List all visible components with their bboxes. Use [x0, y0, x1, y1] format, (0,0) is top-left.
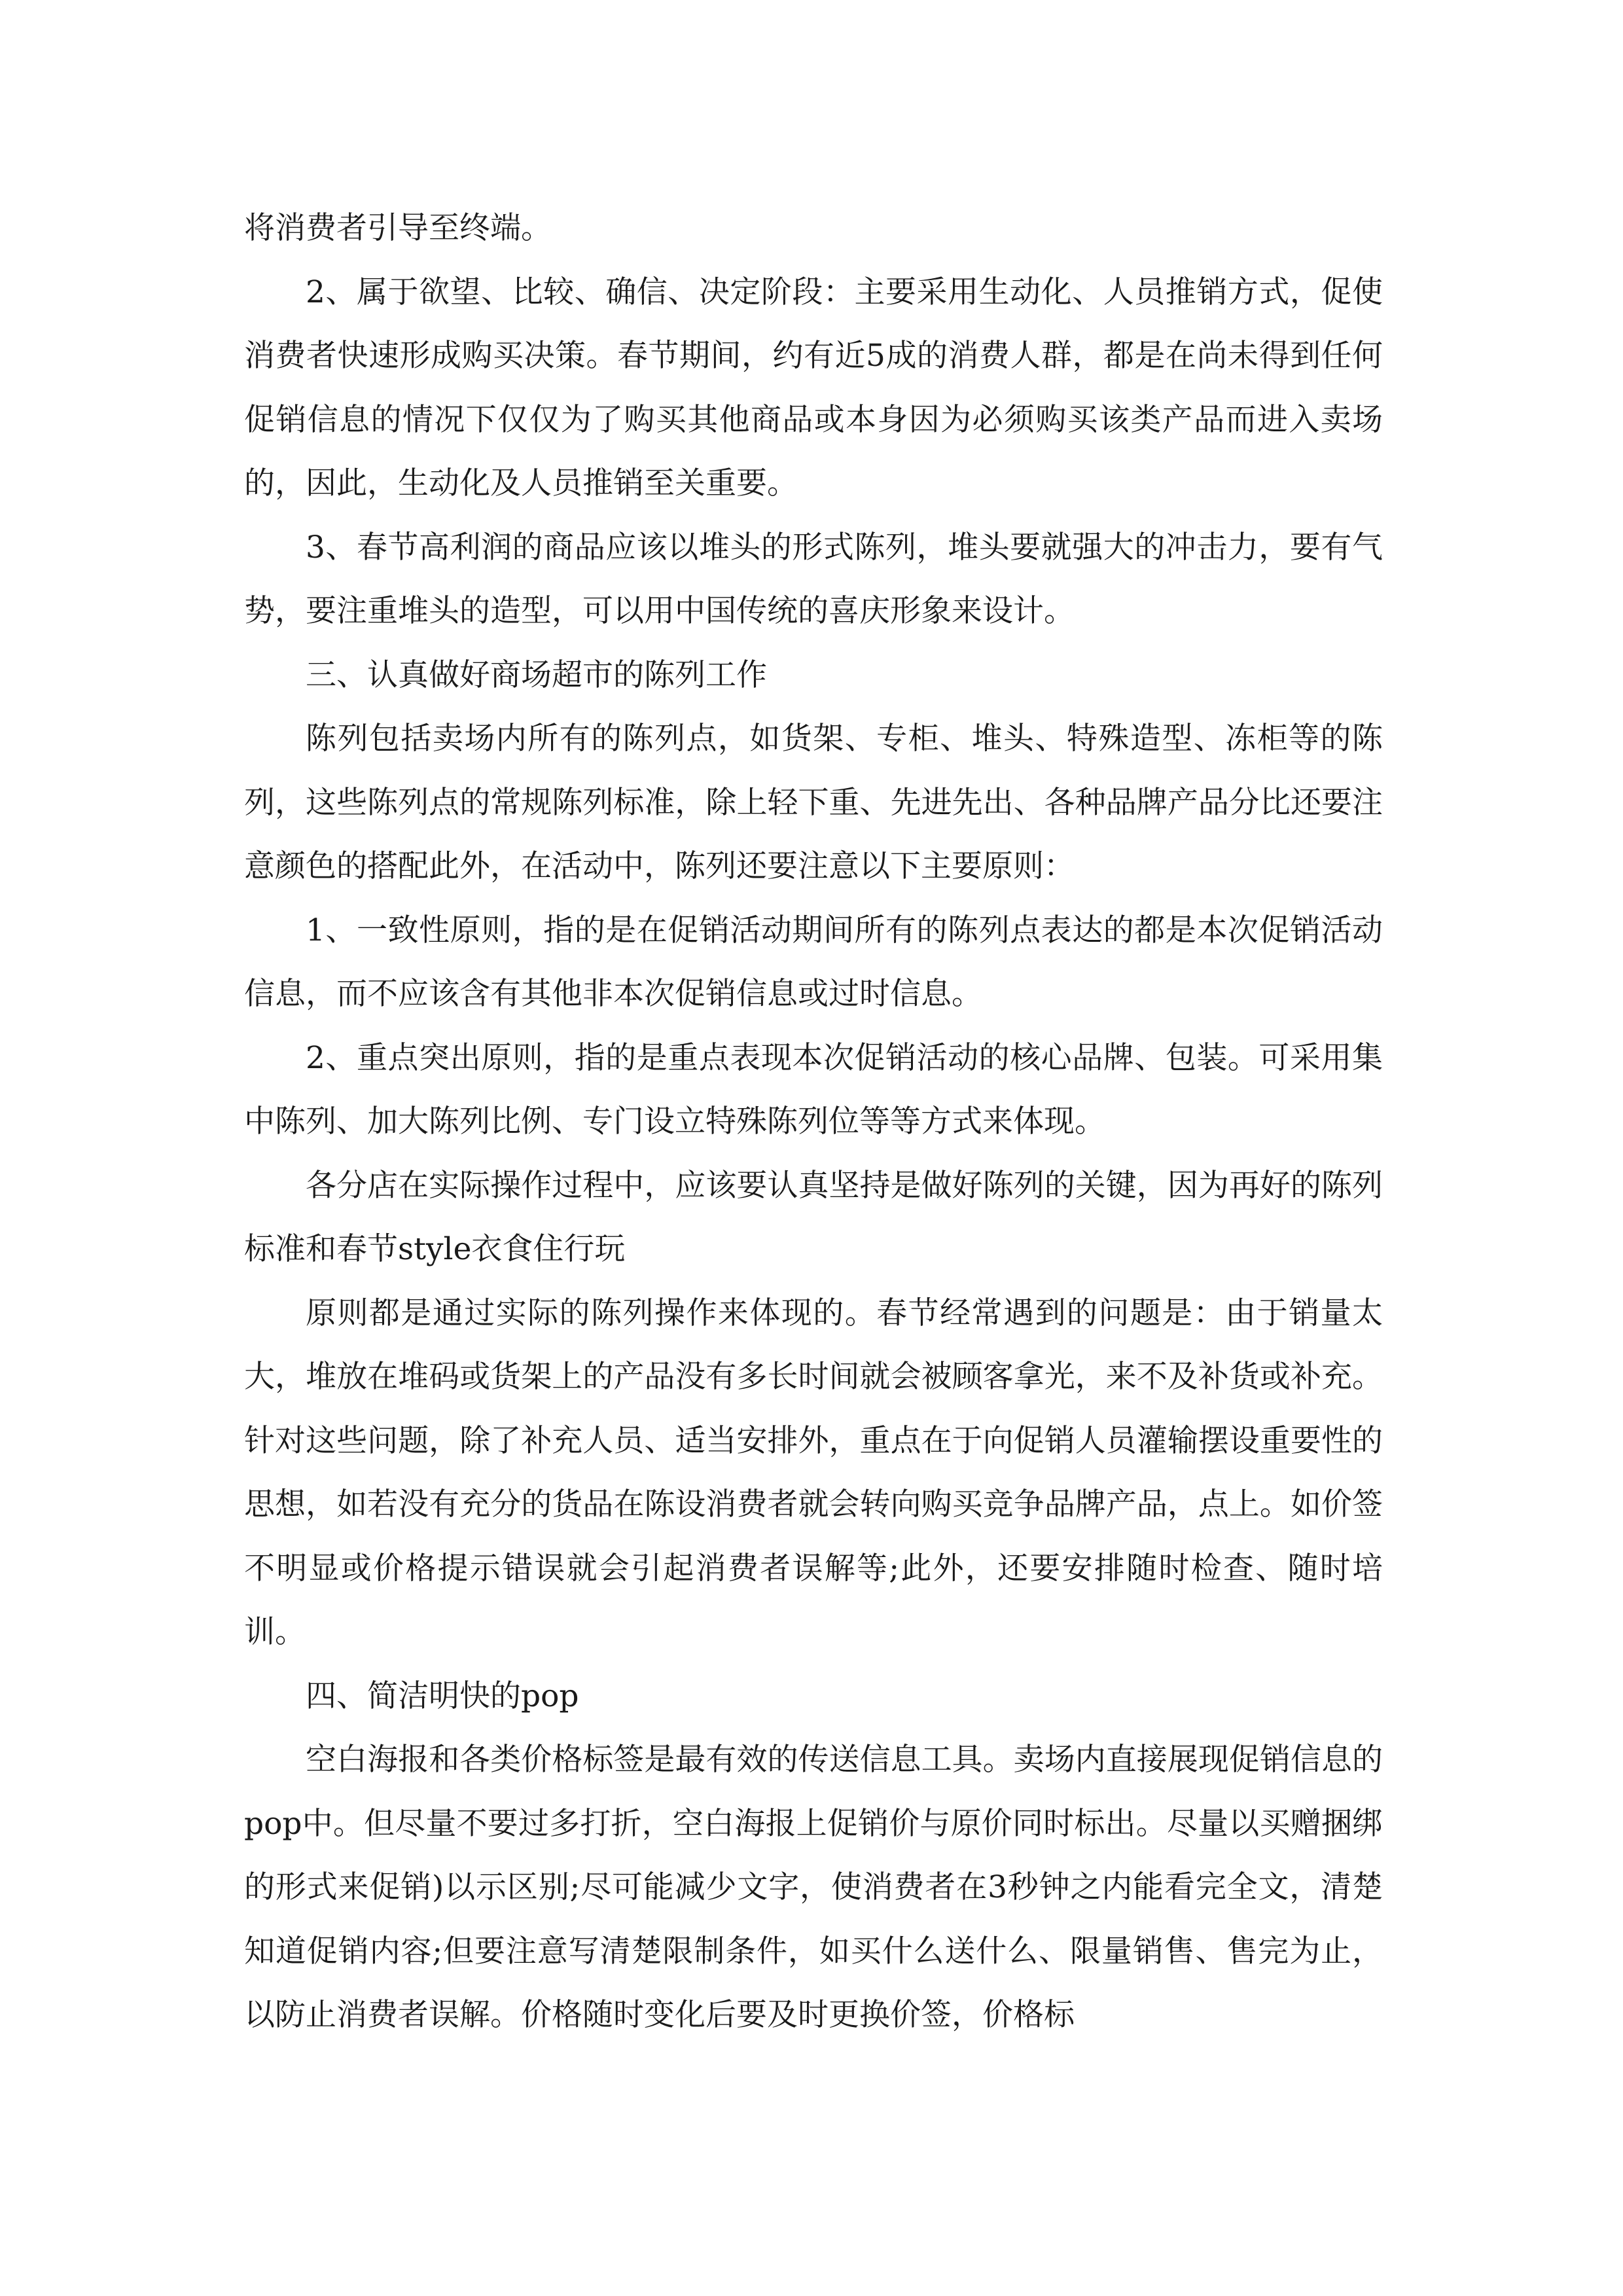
paragraph-item-3-high-profit-display: 3、春节高利润的商品应该以堆头的形式陈列，堆头要就强大的冲击力，要有气势，要注重堆头的造型，可以用中国传统的喜庆形象来设计。	[244, 529, 1383, 629]
paragraph-branch-operations: 各分店在实际操作过程中，应该要认真坚持是做好陈列的关键，因为再好的陈列标准和春节style衣食住行玩	[244, 1167, 1383, 1267]
paragraph-display-points: 陈列包括卖场内所有的陈列点，如货架、专柜、堆头、特殊造型、冻柜等的陈列，这些陈列点的常规陈列标准，除上轻下重、先进先出、各种品牌产品分比还要注意颜色的搭配此外，在活动中，陈列还要注意以下主要原则：	[244, 721, 1383, 884]
section-heading-3: 三、认真做好商场超市的陈列工作	[306, 656, 767, 693]
paragraph-focus-principle: 2、重点突出原则，指的是重点表现本次促销活动的核心品牌、包装。可采用集中陈列、加大陈列比例、专门设立特殊陈列位等等方式来体现。	[244, 1039, 1383, 1139]
document-body	[244, 196, 1383, 2047]
paragraph-display-problems: 原则都是通过实际的陈列操作来体现的。春节经常遇到的问题是：由于销量太大，堆放在堆码或货架上的产品没有多长时间就会被顾客拿光，来不及补货或补充。针对这些问题，除了补充人员、适当安排外，重点在于向促销人员灌输摆设重要性的思想，如若没有充分的货品在陈设消费者就会转向购买竞争品牌产品，点上。如价签不明显或价格提示错误就会引起消费者误解等;此外，还要安排随时检查、随时培训。	[244, 1295, 1383, 1650]
paragraph-consistency-principle: 1、一致性原则，指的是在促销活动期间所有的陈列点表达的都是本次促销活动信息，而不应该含有其他非本次促销信息或过时信息。	[244, 912, 1383, 1012]
section-heading-4: 四、简洁明快的pop	[306, 1677, 579, 1714]
paragraph-continuation: 将消费者引导至终端。	[244, 210, 552, 246]
paragraph-item-2-desire-stage: 2、属于欲望、比较、确信、决定阶段：主要采用生动化、人员推销方式，促使消费者快速形成购买决策。春节期间，约有近5成的消费人群，都是在尚未得到任何促销信息的情况下仅仅为了购买其他商品或本身因为必须购买该类产品而进入卖场的，因此，生动化及人员推销至关重要。	[244, 274, 1383, 501]
paragraph-pop-posters: 空白海报和各类价格标签是最有效的传送信息工具。卖场内直接展现促销信息的pop中。但尽量不要过多打折，空白海报上促销价与原价同时标出。尽量以买赠捆绑的形式来促销)以示区别;尽可能减少文字，使消费者在3秒钟之内能看完全文，清楚知道促销内容;但要注意写清楚限制条件，如买什么送什么、限量销售、售完为止，以防止消费者误解。价格随时变化后要及时更换价签，价格标	[244, 1742, 1383, 2033]
